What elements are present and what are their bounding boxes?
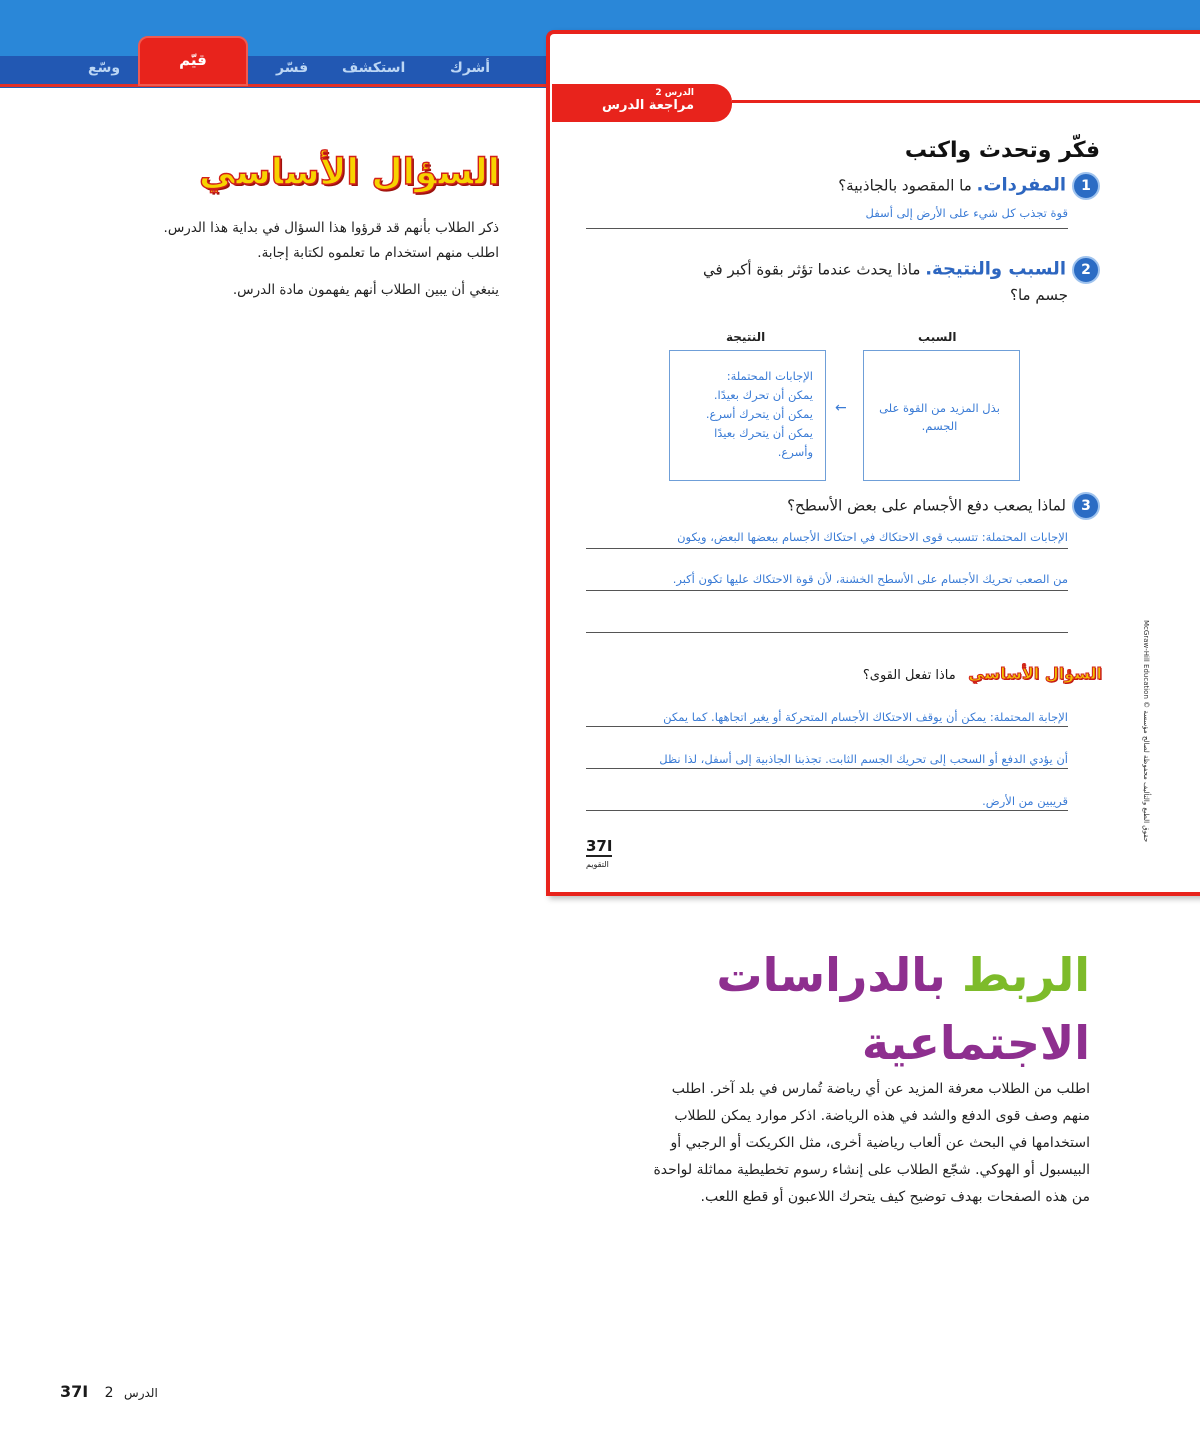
body-line: منهم وصف قوى الدفع والشد في هذه الرياضة. اذكر موارد يمكن للطلاب: [674, 1108, 1090, 1124]
footer-page-number: 37I: [60, 1382, 89, 1401]
question-number-1: 1: [1072, 172, 1100, 200]
q2-text: ماذا يحدث عندما تؤثر بقوة أكبر في: [703, 260, 921, 279]
answer-line: [586, 768, 1068, 769]
q1-answer: قوة تجذب كل شيء على الأرض إلى أسفل: [865, 206, 1068, 220]
tab-expand[interactable]: وسّع: [88, 60, 121, 76]
left-paragraph-2: ينبغي أن يبين الطلاب أنهم يفهمون مادة الدرس.: [232, 282, 499, 298]
answer-line: [586, 632, 1068, 633]
q2-text-cont: جسم ما؟: [1010, 286, 1068, 304]
eq-answer-1: الإجابة المحتملة: يمكن أن يوقف الاحتكاك الأجسام المتحركة أو يغير اتجاهها. كما يمكن: [663, 710, 1068, 724]
q1-text: ما المقصود بالجاذبية؟: [838, 176, 972, 195]
effect-line: يمكن أن يتحرك أسرع.: [705, 407, 813, 421]
body-line: استخدامها في البحث عن ألعاب رياضية أخرى، مثل الكريكت أو الرجبي أو: [670, 1135, 1090, 1151]
tab-evaluate[interactable]: قيّم: [138, 36, 248, 86]
question-2: [703, 256, 1100, 284]
social-studies-title: [716, 944, 1090, 1006]
q3-answer-1: الإجابات المحتملة: تتسبب قوى الاحتكاك في احتكاك الأجسام ببعضها البعض، ويكون: [677, 530, 1068, 544]
panel-footer-label: التقويم: [586, 860, 609, 869]
question-3: [787, 492, 1100, 520]
cause-text: بذل المزيد من القوة على الجسم.: [879, 401, 1000, 433]
cause-heading: السبب: [918, 330, 957, 344]
social-studies-body: [540, 1076, 1090, 1211]
body-line: البيسبول أو الهوكي. شجّع الطلاب على إنشاء رسوم تخطيطية مماثلة لواحدة: [653, 1162, 1090, 1178]
question-number-2: 2: [1072, 256, 1100, 284]
left-line: اطلب منهم استخدام ما تعلموه لكتابة إجابة.: [257, 245, 499, 261]
essential-question-row: [863, 664, 1102, 683]
question-number-3: 3: [1072, 492, 1100, 520]
answer-line: [586, 590, 1068, 591]
cause-box: [863, 350, 1020, 481]
arrow-left-icon: ←: [835, 400, 847, 416]
panel-page-number: 37I: [586, 837, 613, 855]
review-lesson: الدرس 2: [655, 88, 694, 98]
answer-line: [586, 228, 1068, 229]
left-paragraph-1: [59, 216, 499, 266]
footer-lesson-number: 2: [104, 1385, 114, 1401]
answer-line: [586, 726, 1068, 727]
question-1: [838, 172, 1100, 200]
title-word-green: الربط: [961, 948, 1090, 1002]
effect-line: وأسرع.: [777, 445, 813, 459]
effect-line: يمكن أن يتحرك بعيدًا: [714, 426, 813, 440]
left-line: ذكر الطلاب بأنهم قد قرؤوا هذا السؤال في بداية هذا الدرس.: [163, 220, 499, 236]
body-line: اطلب من الطلاب معرفة المزيد عن أي رياضة تُمارس في بلد آخر. اطلب: [671, 1081, 1090, 1097]
tab-explain[interactable]: فسّر: [276, 60, 309, 76]
title-word-purple: بالدراسات: [716, 948, 946, 1002]
copyright-note: McGraw-Hill Education © حقوق الطبع والتأليف محفوظة لصالح مؤسسة: [1142, 620, 1150, 843]
answer-line: [586, 548, 1068, 549]
tab-engage[interactable]: أشرك: [450, 60, 491, 76]
q3-answer-2: من الصعب تحريك الأجسام على الأسطح الخشنة، لأن قوة الاحتكاك عليها تكون أكبر.: [672, 572, 1068, 586]
social-studies-title-line2: الاجتماعية: [861, 1016, 1090, 1070]
effect-line: يمكن أن تحرك بعيدًا.: [713, 388, 813, 402]
eq-answer-2: أن يؤدي الدفع أو السحب إلى تحريك الجسم الثابت. تجذبنا الجاذبية إلى أسفل، لذا نظل: [659, 752, 1068, 766]
body-line: من هذه الصفحات بهدف توضيح كيف يتحرك اللاعبون أو قطع اللعب.: [700, 1189, 1090, 1205]
q3-text: لماذا يصعب دفع الأجسام على بعض الأسطح؟: [787, 496, 1066, 515]
think-title: فكّر وتحدث واكتب: [904, 138, 1100, 163]
q2-label: السبب والنتيجة.: [925, 258, 1066, 280]
footer-lesson-label: الدرس: [124, 1386, 158, 1400]
effect-box: [669, 350, 826, 481]
left-essential-title: السؤال الأساسي: [198, 152, 500, 193]
effect-heading: النتيجة: [726, 330, 766, 344]
eq-answer-3: قريبين من الأرض.: [982, 794, 1068, 808]
essential-question-label: السؤال الأساسي: [968, 664, 1102, 683]
effect-line: الإجابات المحتملة:: [726, 369, 813, 383]
review-title: مراجعة الدرس: [602, 98, 694, 113]
essential-question-text: ماذا تفعل القوى؟: [862, 668, 956, 683]
review-rule: [732, 100, 1200, 103]
tab-explore[interactable]: استكشف: [342, 60, 406, 76]
q1-label: المفردات.: [976, 174, 1066, 196]
lesson-review-tab: [552, 84, 732, 122]
answer-line: [586, 810, 1068, 811]
effect-text: [706, 367, 813, 462]
page-footer: [60, 1382, 158, 1401]
